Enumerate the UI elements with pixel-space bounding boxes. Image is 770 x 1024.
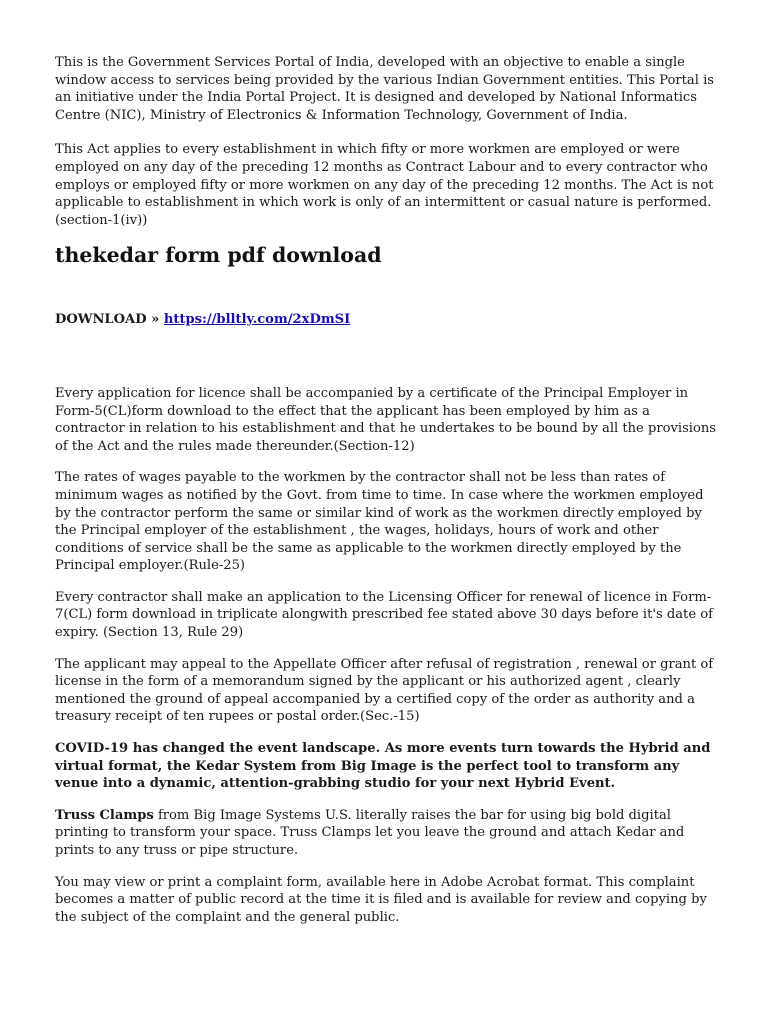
paragraph-licence-renewal: Every contractor shall make an application to the Licensing Officer for renewal of licence in Form-7(CL) form download in triplicate alongwith prescribed fee stated above 30 days before it's date of expiry. (Section 13, Rule 29) [55,589,713,641]
intro-paragraph-portal: This is the Government Services Portal of India, developed with an objective to enable a single window access to services being provided by the various Indian Government entities. This Portal is an initiative under the India Portal Project. It is designed and developed by National Informatics Centre (NIC), Ministry of Electronics & Information Technology, Government of India. [55,55,714,123]
paragraph-covid: COVID-19 has changed the event landscape. As more events turn towards the Hybrid and virtual format, the Kedar System from Big Image is the perfect tool to transform any venue into a dynamic, attention-grabbing studio for your next Hybrid Event. [55,741,711,792]
document-page [55,54,717,926]
paragraph-appeal: The applicant may appeal to the Appellate Officer after refusal of registration , renewal or grant of license in the form of a memorandum signed by the applicant or his authorized agent , clearly mentioned the ground of appeal accompanied by a certified copy of the order as authority and a treasury receipt of ten rupees or postal order.(Sec.-15) [55,656,714,725]
page-title: thekedar form pdf download [55,243,382,268]
download-label: DOWNLOAD » [55,312,160,328]
truss-clamps-text: from Big Image Systems U.S. literally raises the bar for using big bold digital printing to transform your space. Truss Clamps let you leave the ground and attach Kedar and prints to any truss or pipe structure. [55,807,685,858]
paragraph-truss-clamps [55,807,717,860]
download-link[interactable]: https://blltly.com/2xDmSI [163,312,351,328]
download-line [55,311,717,329]
paragraph-wage-rates: The rates of wages payable to the workmen by the contractor shall not be less than rates of minimum wages as notified by the Govt. from time to time. In case where the workmen employed by the contractor perform the same or similar kind of work as the workmen directly employed by the Principal employer of the establishment , the wages, holidays, hours of work and other conditions of service shall be the same as applicable to the workmen directly employed by the Principal employer.(Rule-25) [55,470,704,574]
intro-paragraph-act: This Act applies to every establishment in which fifty or more workmen are employed or were employed on any day of the preceding 12 months as Contract Labour and to every contractor who employs or employed fifty or more workmen on any day of the preceding 12 months. The Act is not applicable to establishment in which work is only of an intermittent or casual nature is performed.(section-1(iv)) [55,142,714,228]
truss-clamps-term: Truss Clamps [55,807,154,823]
paragraph-complaint-form: You may view or print a complaint form, available here in Adobe Acrobat format. This complaint becomes a matter of public record at the time it is filed and is available for review and copying by the subject of the complaint and the general public. [55,874,707,925]
paragraph-licence-certificate: Every application for licence shall be accompanied by a certificate of the Principal Employer in Form-5(CL)form download to the effect that the applicant has been employed by him as a contractor in relation to his establishment and that he undertakes to be bound by all the provisions of the Act and the rules made thereunder.(Section-12) [55,385,717,454]
